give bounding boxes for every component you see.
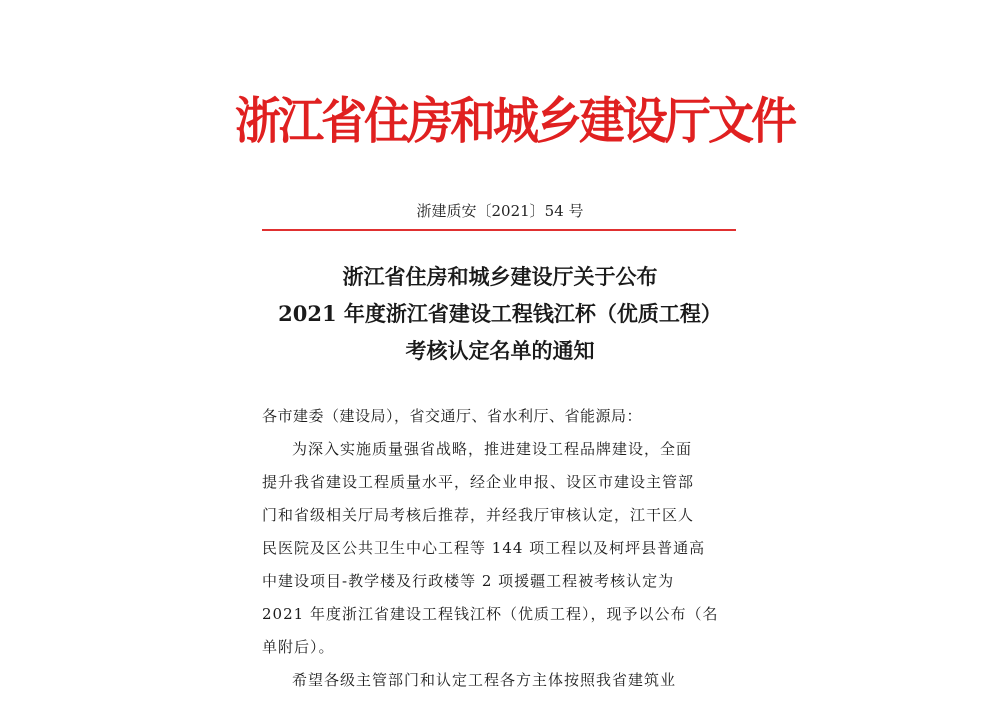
title-line: 2021 年度浙江省建设工程钱江杯（优质工程）: [278, 301, 722, 326]
document-body: [262, 400, 736, 697]
title-line: 考核认定名单的通知: [405, 338, 595, 363]
paragraph-line: 希望各级主管部门和认定工程各方主体按照我省建筑业: [292, 671, 677, 689]
paragraph-line: 中建设项目-教学楼及行政楼等 2 项援疆工程被考核认定为: [262, 572, 675, 590]
paragraph-1: [262, 433, 736, 664]
paragraph-line: 民医院及区公共卫生中心工程等 144 项工程以及柯坪县普通高: [262, 539, 706, 557]
red-divider-line: [262, 229, 736, 231]
title-line: 浙江省住房和城乡建设厅关于公布: [342, 264, 658, 289]
paragraph-line: 门和省级相关厅局考核后推荐，并经我厅审核认定，江干区人: [262, 506, 695, 524]
issuing-authority-header: 浙江省住房和城乡建设厅文件: [235, 91, 794, 151]
paragraph-2: [262, 664, 736, 697]
paragraph-line: 单附后）。: [262, 638, 335, 656]
paragraph-line: 2021 年度浙江省建设工程钱江杯（优质工程），现予以公布（名: [262, 605, 719, 623]
document-title: [240, 258, 760, 369]
paragraph-line: 提升我省建设工程质量水平，经企业申报、设区市建设主管部: [262, 473, 695, 491]
paragraph-line: 为深入实施质量强省战略，推进建设工程品牌建设，全面: [292, 440, 693, 458]
document-number: 浙建质安〔2021〕54 号: [416, 202, 584, 220]
salutation: 各市建委（建设局），省交通厅、省水利厅、省能源局：: [262, 407, 643, 425]
